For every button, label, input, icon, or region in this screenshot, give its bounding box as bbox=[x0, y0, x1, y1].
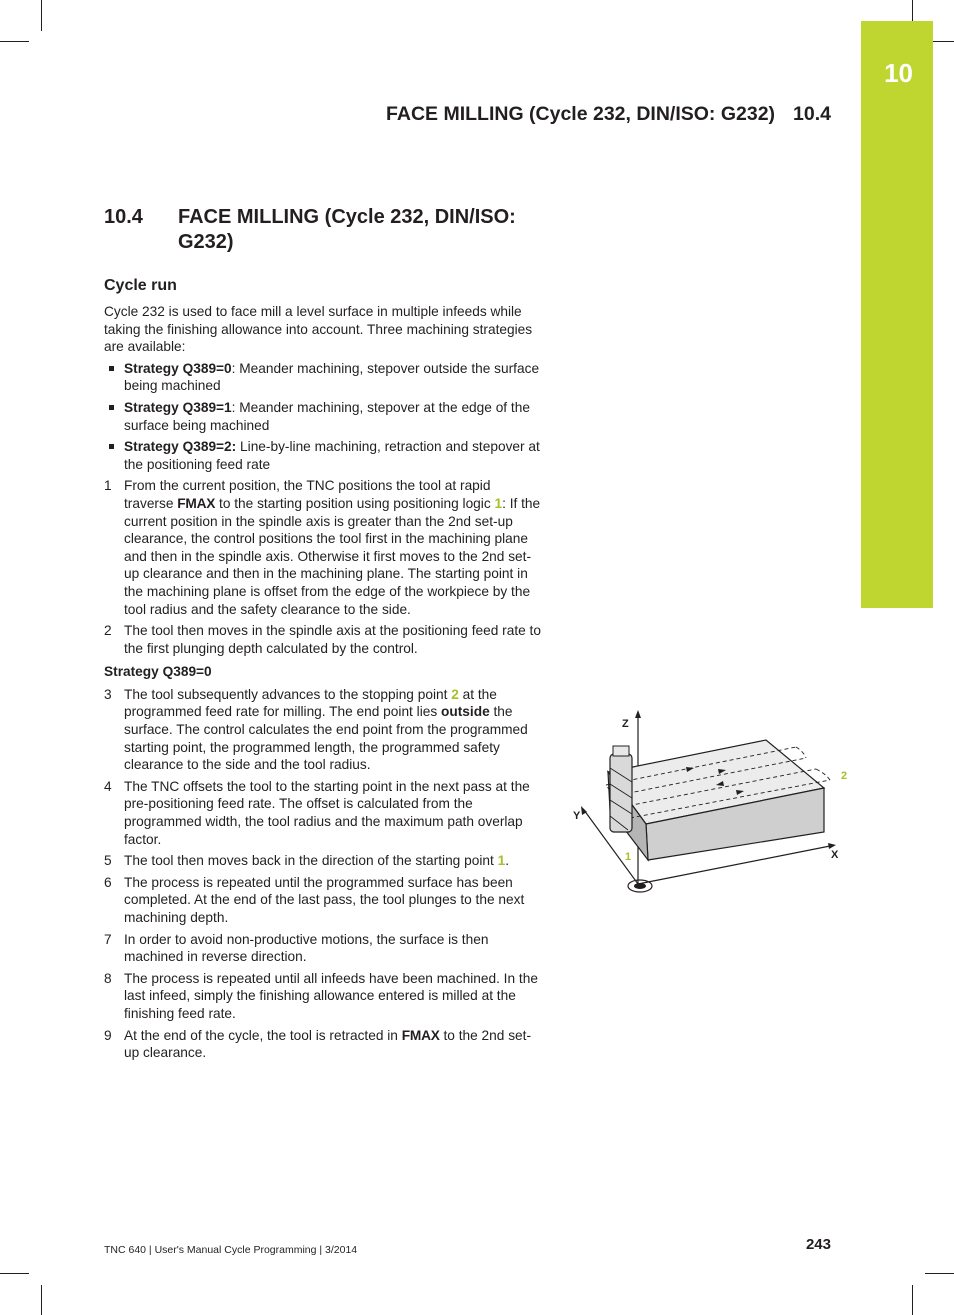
section-title: FACE MILLING (Cycle 232, DIN/ISO: G232) bbox=[178, 206, 516, 253]
strategy0-steps bbox=[104, 686, 541, 1062]
running-header bbox=[300, 103, 831, 126]
list-item: Strategy Q389=1: Meander machining, stepover at the edge of the surface being machined bbox=[104, 399, 541, 434]
crop-mark bbox=[41, 0, 42, 31]
axis-y-label: Y bbox=[573, 810, 581, 822]
list-item: 6 The process is repeated until the programmed surface has been completed. At the end of the last pass, the tool plunges to the next machining depth. bbox=[104, 874, 525, 925]
milling-tool-icon bbox=[610, 746, 632, 832]
list-item: 7 In order to avoid non-productive motions, the surface is then machined in reverse direction. bbox=[104, 931, 489, 965]
cycle-steps bbox=[104, 477, 541, 657]
crop-mark bbox=[925, 1273, 954, 1274]
list-item: 2 The tool then moves in the spindle axis at the positioning feed rate to the first plunging depth calculated by the control. bbox=[104, 623, 541, 656]
face-milling-diagram bbox=[566, 706, 856, 906]
crop-mark bbox=[0, 41, 29, 42]
footer-text: TNC 640 | User's Manual Cycle Programming | 3/2014 bbox=[104, 1244, 358, 1256]
list-item: 1 From the current position, the TNC positions the tool at rapid traverse FMAX to the starting position using positioning logic 1: If the current position in the spindle axis is greater than the 2nd set-up clearance, the control positions the tool first in the machining plane and then in the spindle axis. Otherwise it first moves to the 2nd set-up clearance and then in the machining plane. The starting point in the machining plane is offset from the edge of the workpiece by the tool radius and the safety clearance to the side. bbox=[104, 478, 541, 617]
axis-z-label: Z bbox=[622, 718, 629, 730]
crop-mark bbox=[912, 1285, 913, 1315]
point-1-label: 1 bbox=[625, 851, 632, 863]
bullet-square-icon bbox=[109, 444, 114, 449]
section-number: 10.4 bbox=[104, 206, 143, 228]
list-item: Strategy Q389=0: Meander machining, stepover outside the surface being machined bbox=[104, 360, 541, 395]
list-item: 5 The tool then moves back in the direction of the starting point 1. bbox=[104, 853, 510, 869]
running-header-title: FACE MILLING (Cycle 232, DIN/ISO: G232) bbox=[386, 103, 776, 125]
chapter-number: 10 bbox=[884, 58, 913, 88]
list-item: 9 At the end of the cycle, the tool is retracted in FMAX to the 2nd set-up clearance. bbox=[104, 1027, 532, 1061]
cycle-run-heading: Cycle run bbox=[104, 277, 177, 294]
list-item: Strategy Q389=2: Line-by-line machining, retraction and stepover at the positioning feed rate bbox=[104, 438, 541, 473]
crop-mark bbox=[0, 1273, 29, 1274]
strategy0-heading: Strategy Q389=0 bbox=[104, 664, 212, 680]
list-item: 4 The TNC offsets the tool to the starting point in the next pass at the pre-positioning feed rate. The offset is calculated from the programmed width, the tool radius and the maximum path overlap factor. bbox=[104, 778, 530, 847]
cycle-run-intro: Cycle 232 is used to face mill a level surface in multiple infeeds while taking the finishing allowance into account. Three machining strategies are available: bbox=[104, 304, 533, 355]
list-item: 8 The process is repeated until all infeeds have been machined. In the last infeed, simply the finishing allowance entered is milled at the finishing feed rate. bbox=[104, 970, 538, 1021]
body-content bbox=[104, 276, 541, 1066]
point-2-label: 2 bbox=[841, 770, 848, 782]
running-header-section: 10.4 bbox=[793, 103, 831, 125]
crop-mark bbox=[41, 1285, 42, 1315]
chapter-tab bbox=[861, 21, 933, 608]
bullet-square-icon bbox=[109, 405, 114, 410]
origin-center-icon bbox=[634, 883, 646, 889]
list-item: 3 The tool subsequently advances to the stopping point 2 at the programmed feed rate for milling. The end point lies outside the surface. The control calculates the end point from the programmed starting point, the programmed length, the programmed safety clearance to the side and the tool radius. bbox=[104, 686, 528, 773]
z-axis-arrow-icon bbox=[635, 710, 641, 718]
axis-x-label: X bbox=[831, 849, 839, 861]
bullet-square-icon bbox=[109, 366, 114, 371]
strategy-list bbox=[104, 360, 541, 474]
page-number: 243 bbox=[805, 1236, 831, 1253]
face-milling-figure bbox=[566, 706, 856, 906]
